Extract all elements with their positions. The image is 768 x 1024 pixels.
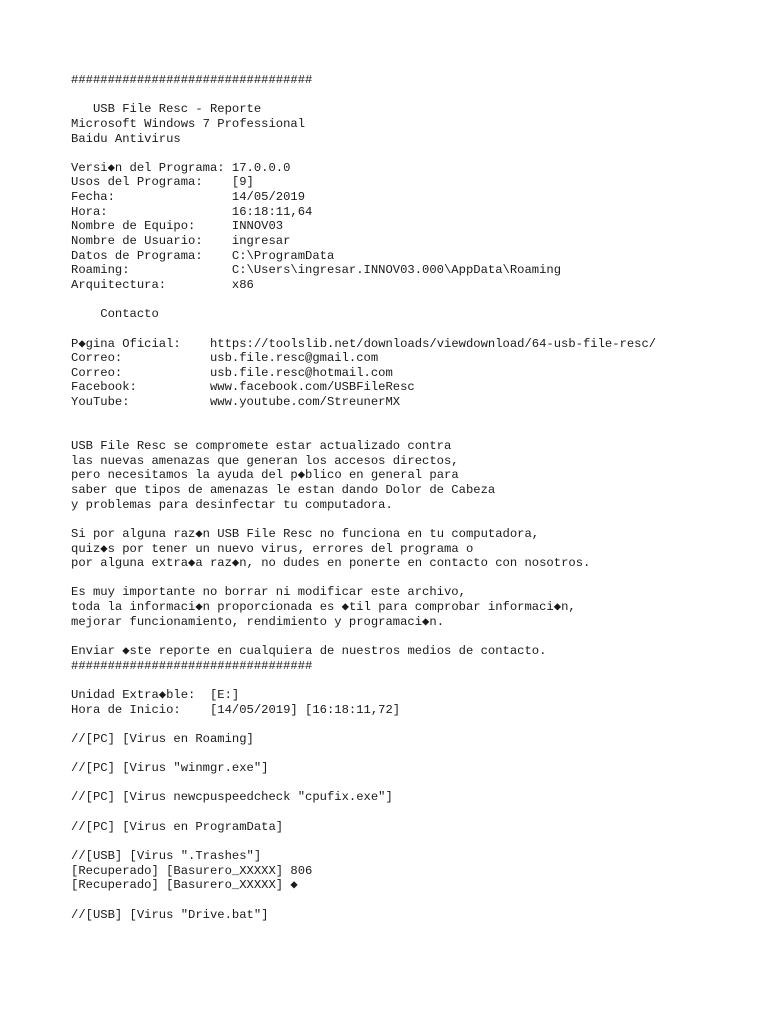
report-line: Nombre de Usuario: ingresar: [71, 234, 291, 249]
report-line: [71, 424, 751, 439]
report-line: Datos de Programa: C:\ProgramData: [71, 248, 335, 263]
report-line: y problemas para desinfectar tu computadora.: [71, 497, 393, 512]
report-line: #################################: [71, 73, 313, 87]
report-line: //[USB] [Virus "Drive.bat"]: [71, 907, 269, 922]
report-line: mejorar funcionamiento, rendimiento y programaci◆n.: [71, 614, 445, 629]
report-document: [71, 73, 751, 922]
report-line: Hora de Inicio: [14/05/2019] [16:18:11,72]: [71, 702, 401, 717]
report-line: Correo: usb.file.resc@gmail.com: [71, 351, 379, 366]
report-line: [71, 776, 751, 791]
report-line: Hora: 16:18:11,64: [71, 204, 313, 219]
report-line: Arquitectura: x86: [71, 277, 254, 292]
report-line: [71, 893, 751, 908]
report-line: Es muy importante no borrar ni modificar este archivo,: [71, 585, 466, 600]
report-line: [71, 512, 751, 527]
report-line: Nombre de Equipo: INNOV03: [71, 219, 284, 234]
report-line: las nuevas amenazas que generan los accesos directos,: [71, 453, 459, 468]
report-line: USB File Resc - Reporte: [71, 102, 262, 117]
report-line: Baidu Antivirus: [71, 131, 181, 146]
report-line: //[PC] [Virus newcpuspeedcheck "cpufix.exe"]: [71, 790, 393, 805]
report-line: [71, 88, 751, 103]
report-line: Si por alguna raz◆n USB File Resc no funciona en tu computadora,: [71, 526, 540, 541]
report-line: [71, 146, 751, 161]
report-line: toda la informaci◆n proporcionada es ◆til para comprobar informaci◆n,: [71, 600, 576, 615]
report-line: #################################: [71, 658, 313, 673]
report-line: Enviar ◆ste reporte en cualquiera de nuestros medios de contacto.: [71, 643, 547, 658]
report-line: [Recuperado] [Basurero_XXXXX] ◆: [71, 878, 298, 893]
report-line: pero necesitamos la ayuda del p◆blico en general para: [71, 468, 459, 483]
report-line: [71, 293, 751, 308]
report-line: Fecha: 14/05/2019: [71, 190, 306, 205]
report-line: YouTube: www.youtube.com/StreunerMX: [71, 395, 401, 410]
report-line: Contacto: [71, 307, 159, 322]
report-line: Unidad Extra◆ble: [E:]: [71, 687, 240, 702]
report-line: Facebook: www.facebook.com/USBFileResc: [71, 380, 415, 395]
report-line: saber que tipos de amenazas le estan dando Dolor de Cabeza: [71, 482, 496, 497]
report-line: [71, 629, 751, 644]
report-line: [Recuperado] [Basurero_XXXXX] 806: [71, 863, 313, 878]
report-line: [71, 834, 751, 849]
report-line: //[USB] [Virus ".Trashes"]: [71, 848, 262, 863]
report-line: //[PC] [Virus en ProgramData]: [71, 819, 284, 834]
report-line: [71, 746, 751, 761]
report-line: por alguna extra◆a raz◆n, no dudes en ponerte en contacto con nosotros.: [71, 556, 591, 571]
report-line: [71, 673, 751, 688]
report-line: quiz◆s por tener un nuevo virus, errores del programa o: [71, 541, 474, 556]
report-line: //[PC] [Virus en Roaming]: [71, 731, 254, 746]
report-line: [71, 717, 751, 732]
report-line: USB File Resc se compromete estar actualizado contra: [71, 439, 452, 454]
report-line: Roaming: C:\Users\ingresar.INNOV03.000\AppData\Roaming: [71, 263, 562, 278]
report-line: Versi◆n del Programa: 17.0.0.0: [71, 160, 291, 175]
report-line: [71, 805, 751, 820]
report-line: Usos del Programa: [9]: [71, 175, 254, 190]
report-line: [71, 322, 751, 337]
report-line: [71, 571, 751, 586]
report-line: P◆gina Oficial: https://toolslib.net/downloads/viewdownload/64-usb-file-resc/: [71, 336, 657, 351]
report-line: Microsoft Windows 7 Professional: [71, 116, 306, 131]
report-line: [71, 410, 751, 425]
report-line: Correo: usb.file.resc@hotmail.com: [71, 365, 393, 380]
report-line: //[PC] [Virus "winmgr.exe"]: [71, 761, 269, 776]
